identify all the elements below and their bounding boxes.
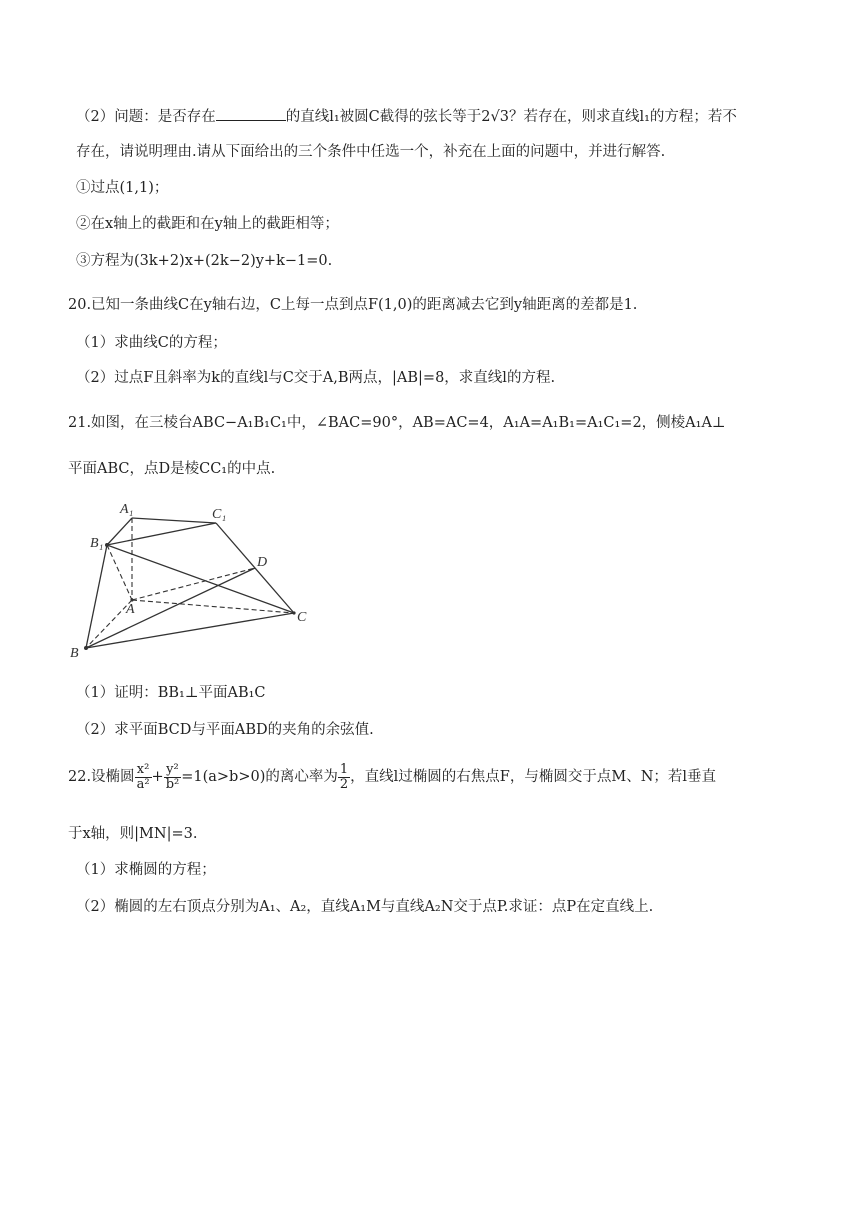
q22-part-2: （2）椭圆的左右顶点分别为A₁、A₂，直线A₁M与直线A₂N交于点P.求证：点P在定直线上. [76, 899, 654, 915]
frac-num: y² [164, 763, 182, 778]
edge-b-c [86, 613, 294, 648]
q19-part2-post: 的直线l₁被圆C截得的弦长等于2√3？若存在，则求直线l₁的方程；若不 [285, 109, 737, 125]
label-d: D [257, 555, 268, 570]
edge-b1-b [86, 545, 107, 648]
frac-den: a² [136, 776, 150, 792]
label-c1: C₁ [212, 507, 227, 522]
fill-in-blank[interactable] [216, 106, 286, 121]
fraction-x2-a2 [135, 763, 152, 792]
q22-pre: 22.设椭圆 [68, 769, 135, 785]
q19-condition-2: ②在x轴上的截距和在y轴上的截距相等； [76, 216, 339, 232]
fraction-y2-b2 [164, 763, 182, 792]
fraction-one-half [338, 763, 350, 792]
q20-part-1: （1）求曲线C的方程； [76, 335, 227, 351]
q19-part2-line2: 存在，请说明理由.请从下面给出的三个条件中任选一个，补充在上面的问题中，并进行解答. [76, 144, 666, 160]
edge-a-c [132, 600, 294, 613]
vertex-b [84, 646, 88, 650]
q21-part-2: （2）求平面BCD与平面ABD的夹角的余弦值. [76, 722, 374, 738]
q19-part2-line1 [76, 106, 737, 127]
vertex-c [292, 611, 295, 614]
vertex-b1 [105, 543, 109, 547]
q22-part-1: （1）求椭圆的方程； [76, 862, 216, 878]
q21-part-1: （1）证明：BB₁⊥平面AB₁C [76, 685, 266, 701]
q22-stem-line1: 22.设椭圆 $\frac{\text{x²}}{\text{a²}}$ + $\frac{\text{y²}}{\text{b²}}$ =1(a>b>0)的离心率为 $\frac{1}{2}$ ，直线l过椭圆的右焦点F，与椭圆交于点M、N；若l垂直 [68, 761, 717, 792]
frac-den: 2 [339, 776, 349, 792]
q19-condition-3: ③方程为(3k+2)x+(2k−2)y+k−1=0. [76, 253, 333, 269]
frac-num: 1 [339, 761, 349, 777]
label-b1: B₁ [90, 536, 104, 551]
frustum-figure [66, 497, 326, 665]
q19-condition-1: ①过点(1,1)； [76, 180, 169, 196]
label-a1: A₁ [120, 502, 134, 517]
q21-stem-line1: 21.如图，在三棱台ABC−A₁B₁C₁中，∠BAC=90°，AB=AC=4，A₁A=A₁B₁=A₁C₁=2，侧棱A₁A⊥ [68, 415, 726, 431]
label-c: C [297, 610, 307, 625]
edge-a1-c1 [132, 518, 216, 523]
frac-num: x² [135, 763, 152, 778]
q20-stem: 20.已知一条曲线C在y轴右边，C上每一点到点F(1,0)的距离减去它到y轴距离的差都是1. [68, 297, 638, 313]
q22-post: ，直线l过椭圆的右焦点F，与椭圆交于点M、N；若l垂直 [350, 769, 717, 785]
q22-stem-line2: 于x轴，则|MN|=3. [68, 826, 198, 842]
q19-part2-pre: （2）问题：是否存在 [76, 109, 216, 125]
q21-stem-line2: 平面ABC，点D是棱CC₁的中点. [68, 461, 276, 477]
edge-b1-c1 [107, 523, 216, 545]
label-b: B [70, 646, 79, 661]
q20-part-2: （2）过点F且斜率为k的直线l与C交于A,B两点，|AB|=8，求直线l的方程. [76, 370, 556, 386]
frac-den: b² [165, 776, 180, 792]
edge-a-d [132, 568, 255, 600]
label-a: A [126, 602, 135, 617]
q22-eq-rest: =1(a>b>0)的离心率为 [181, 769, 338, 785]
